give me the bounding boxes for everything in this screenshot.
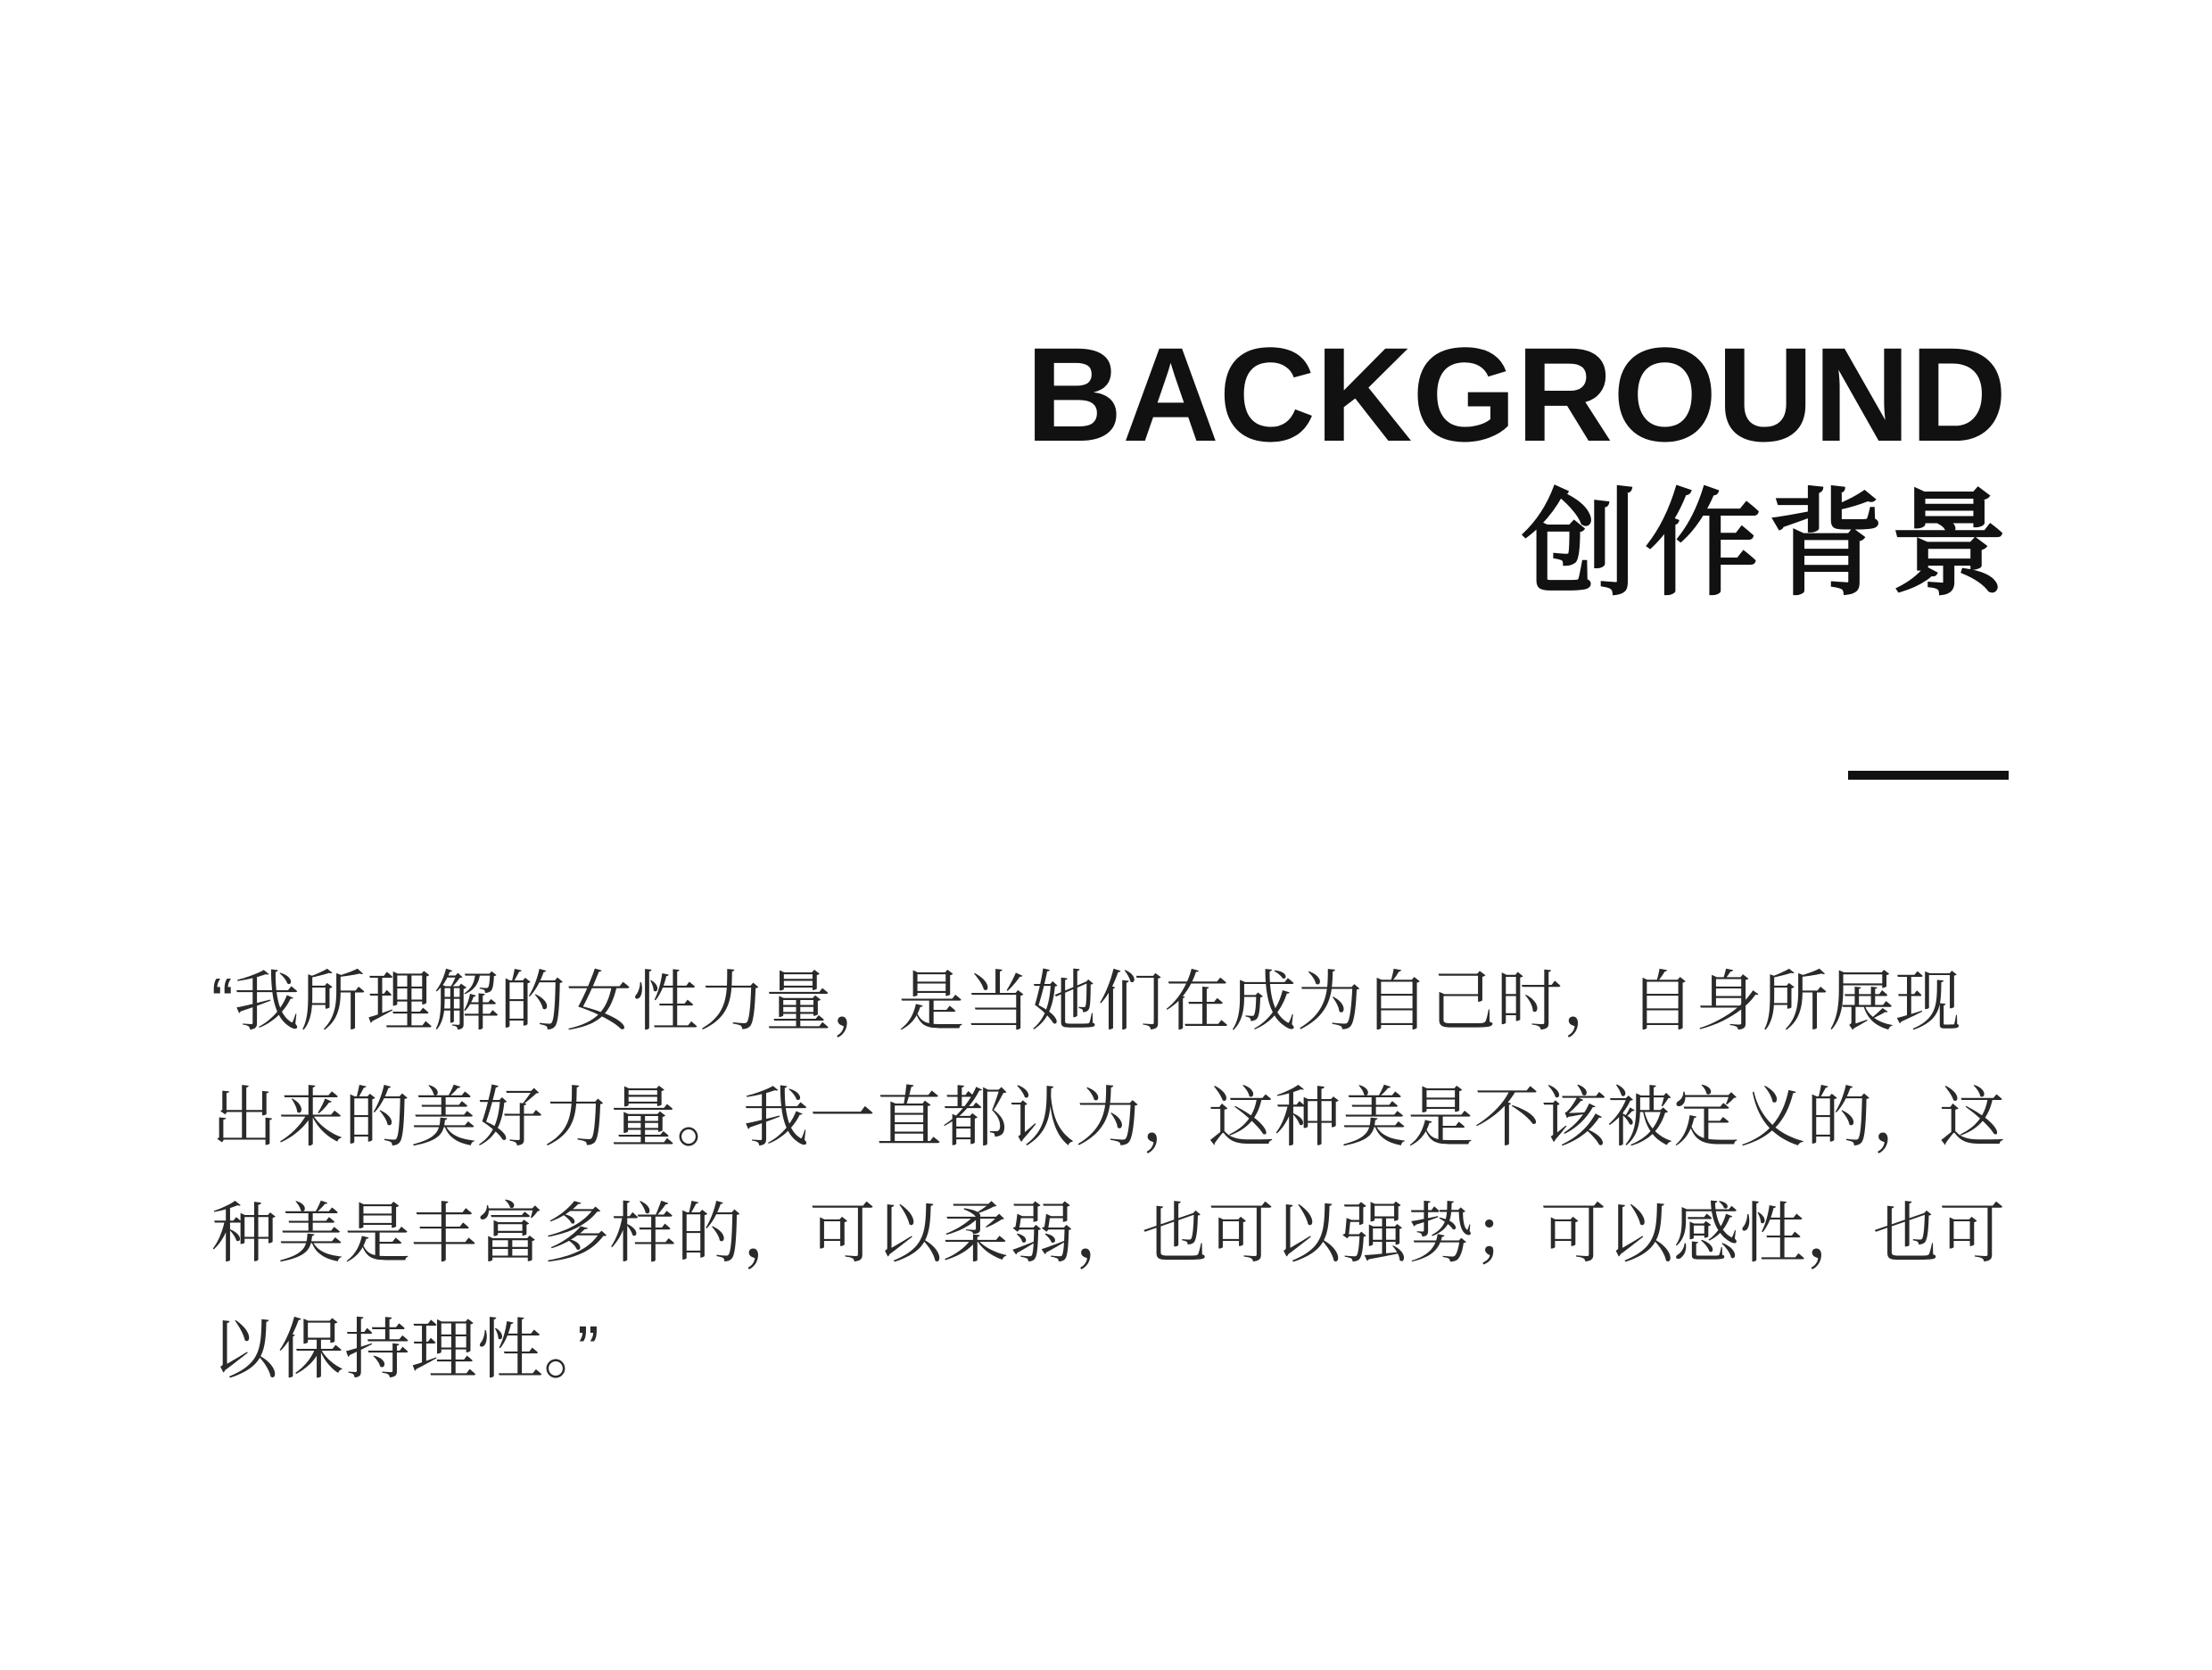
- quote-line-2: 出来的美好力量。我一直都认为，这种美是不该被定义的，这: [211, 1080, 2006, 1154]
- quote-line-4: 以保持理性。”: [211, 1312, 600, 1386]
- header-block: [1026, 314, 2014, 614]
- quote-line-1: “我所理解的女性力量，是当她们在成为自己时，自身所展现: [211, 964, 1962, 1038]
- section-divider: [1848, 771, 2009, 780]
- quote-line-3: 种美是丰富多样的，可以柔弱，也可以强势；可以感性，也可: [211, 1196, 2006, 1270]
- quote-block: [211, 944, 2040, 1408]
- page-title-english: BACKGROUND: [1026, 319, 2007, 469]
- page-title-chinese: 创作背景: [1521, 479, 2014, 609]
